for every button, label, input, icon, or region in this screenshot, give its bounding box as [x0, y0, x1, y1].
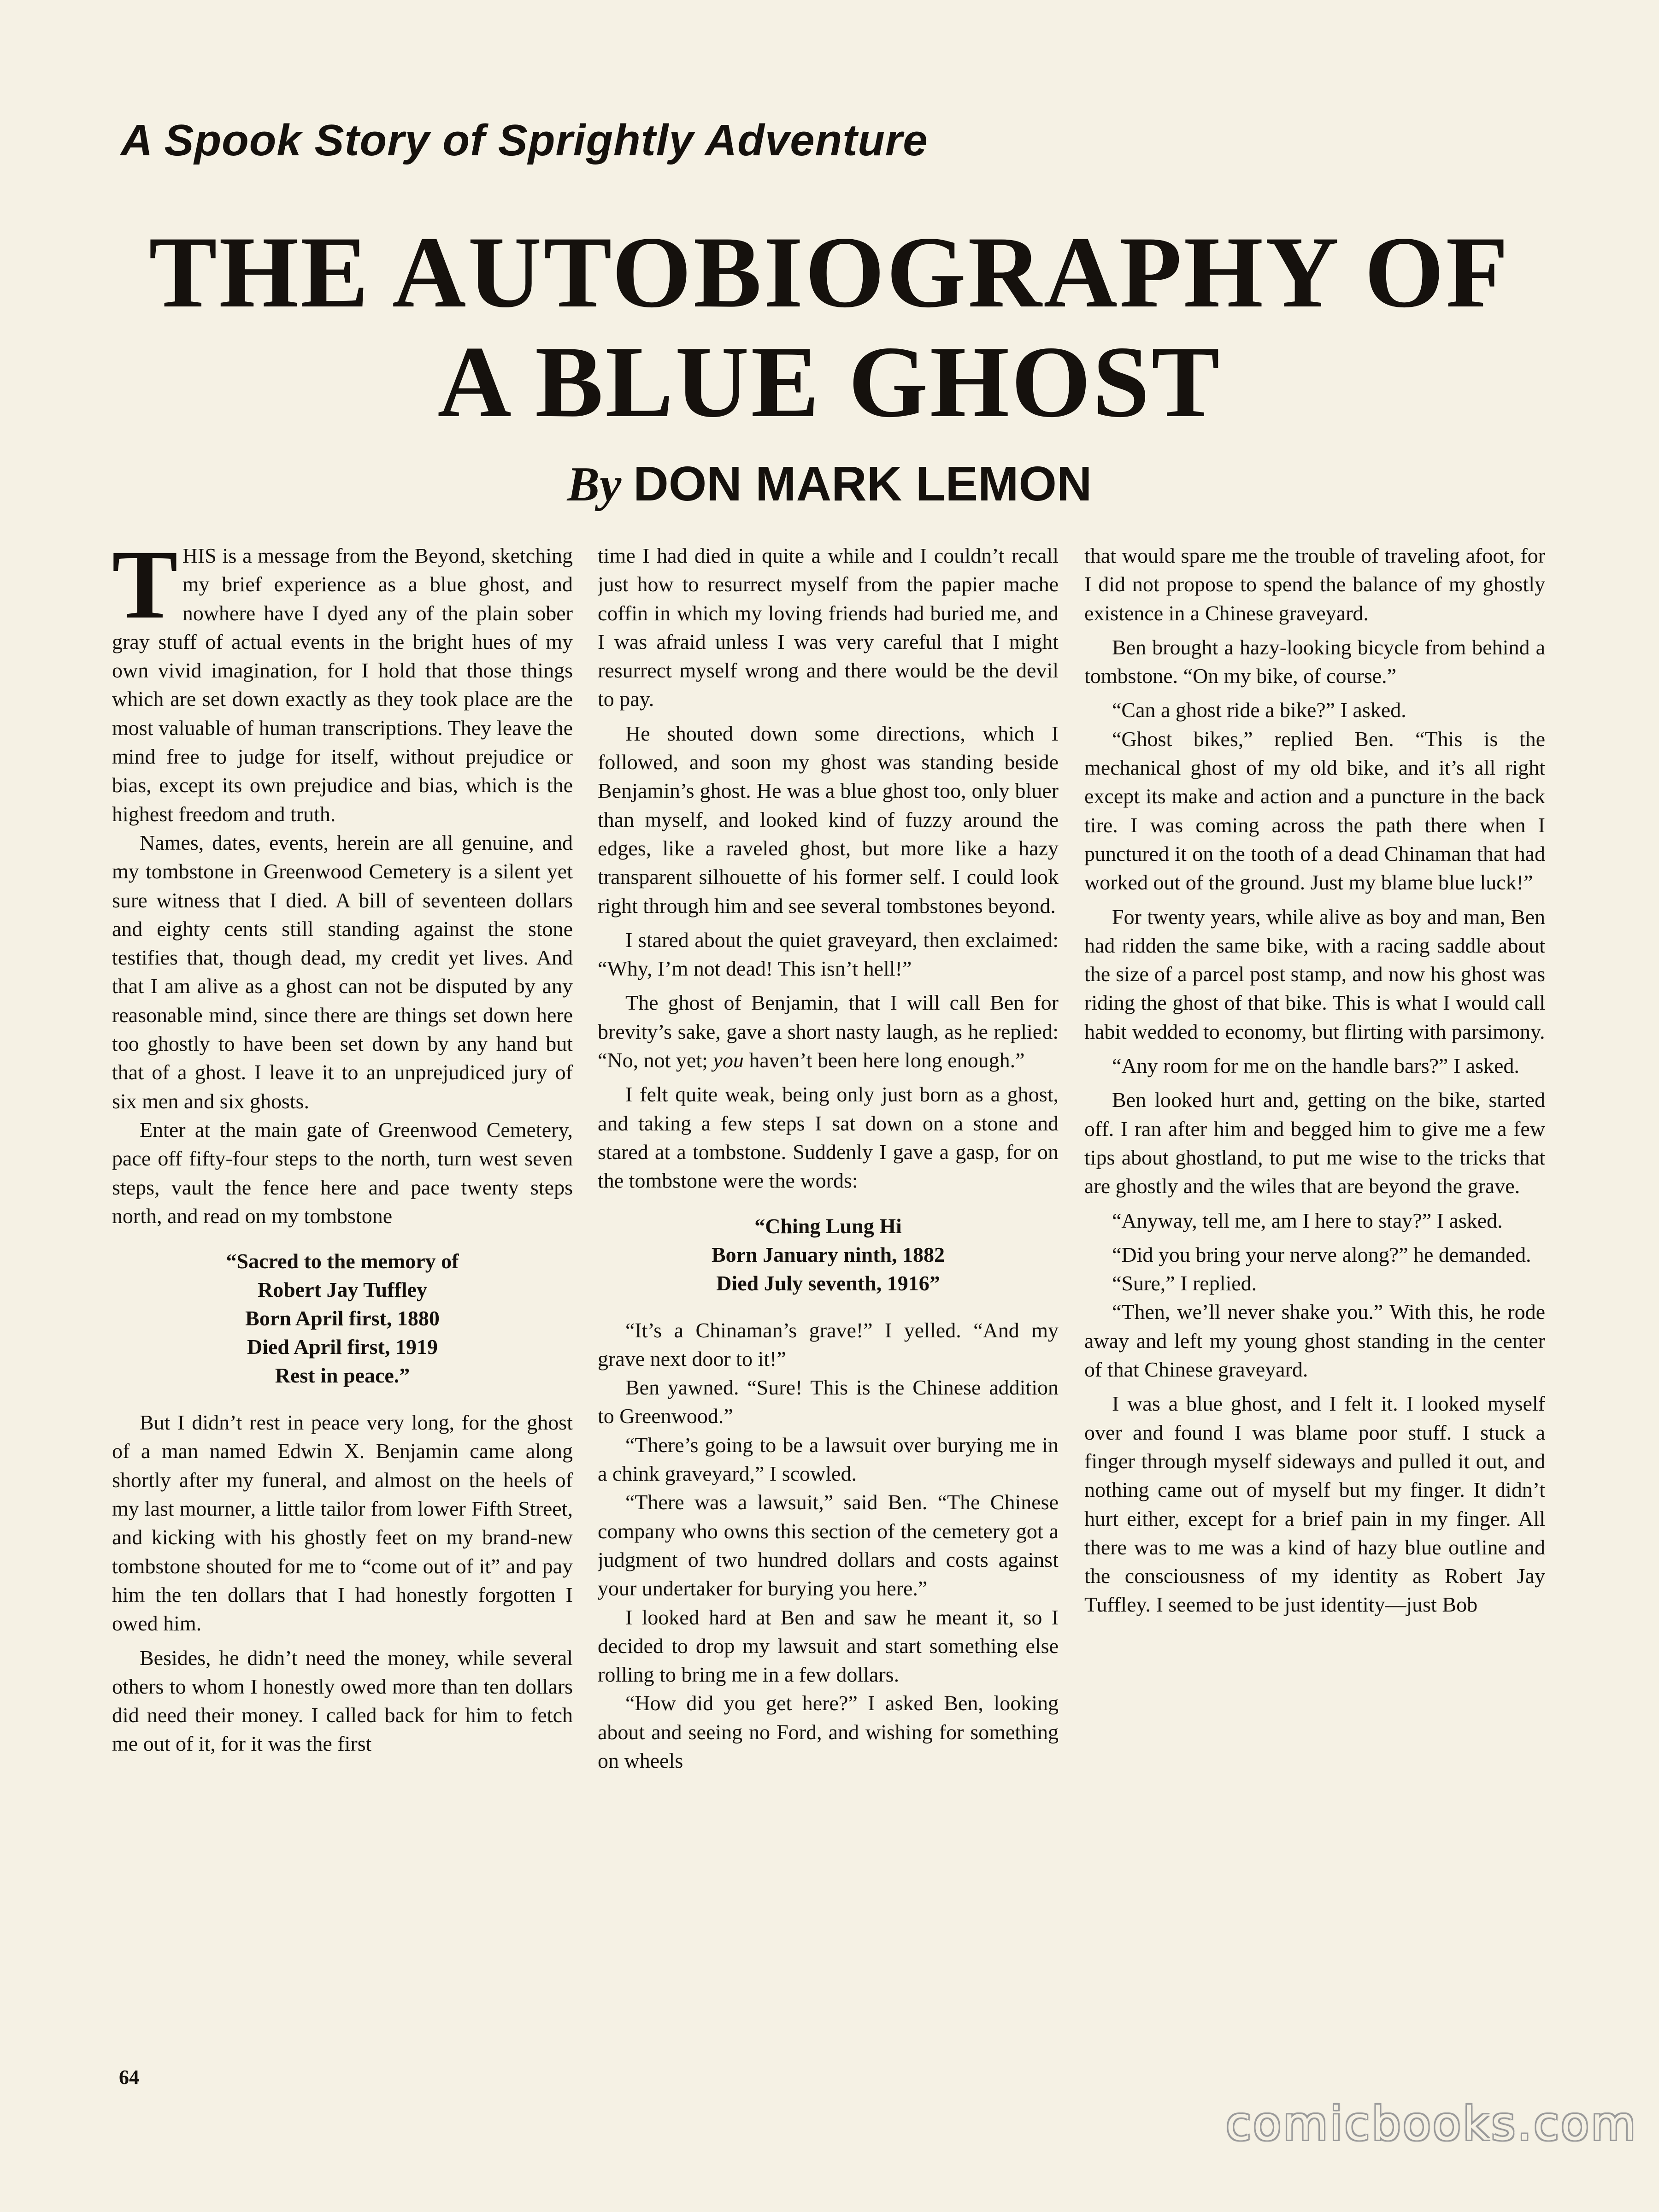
story-title-line-1: THE AUTOBIOGRAPHY OF — [148, 216, 1511, 329]
paragraph: “There was a lawsuit,” said Ben. “The Chinese company who owns this section of the cemetery got a judgment of two hundred dollars and costs against your undertaker for burying you here.” — [598, 1490, 1059, 1600]
paragraph-text: The ghost of Benjamin, that I will call Ben for brevity’s sake, gave a short nasty laugh, as he replied: “No, not yet; — [598, 991, 1059, 1072]
text-column-1 — [112, 541, 573, 2062]
paragraph: Names, dates, events, herein are all genuine, and my tombstone in Greenwood Cemetery is a silent yet sure witness that I died. A bill of seventeen dollars and eighty cents still standing against the stone testifies that, though dead, my credit yet lives. And that I am alive as a ghost can not be disputed by any reasonable mind, since there are things set down here too ghostly to have been set down by any hand but that of a ghost. I leave it to an unprejudiced jury of six men and six ghosts. — [112, 830, 573, 1113]
paragraph: Ben yawned. “Sure! This is the Chinese addition to Greenwood.” — [598, 1376, 1059, 1428]
inscription-line: Died July seventh, 1916” — [716, 1271, 940, 1295]
paragraph: I stared about the quiet graveyard, then exclaimed: “Why, I’m not dead! This isn’t hell!” — [598, 928, 1059, 981]
paragraph: But I didn’t rest in peace very long, for the ghost of a man named Edwin X. Benjamin came along shortly after my funeral, and almost on the heels of my last mourner, a little tailor from lower Fifth Street, and kicking with his ghostly feet on my brand-new tombstone shouted for me to “come out of it” and pay him the ten dollars that I had honestly forgotten I owed him. — [112, 1411, 573, 1635]
byline-prefix: By — [567, 457, 622, 511]
story-title-line-2: A BLUE GHOST — [437, 325, 1222, 439]
page-number: 64 — [119, 2066, 139, 2088]
paragraph: “Can a ghost ride a bike?” I asked. — [1112, 698, 1406, 722]
byline-author: DON MARK LEMON — [633, 457, 1092, 511]
paragraph: Besides, he didn’t need the money, while several others to whom I honestly owed more than ten dollars did need their money. I called back for him to fetch me out of it, for it was the first — [112, 1646, 573, 1756]
paragraph: “Then, we’ll never shake you.” With this, he rode away and left my young ghost standing in the center of that Chinese graveyard. — [1084, 1300, 1545, 1382]
paragraph: “Sure,” I replied. — [1112, 1271, 1257, 1295]
inscription-line: Robert Jay Tuffley — [258, 1278, 427, 1302]
paragraph — [112, 541, 573, 829]
inscription-line: Born January ninth, 1882 — [711, 1242, 945, 1266]
inscription-line: Born April first, 1880 — [245, 1306, 440, 1330]
paragraph: I was a blue ghost, and I felt it. I looked myself over and found I was blame poor stuff. I stuck a finger through myself sideways and pulled it out, and nothing came out of myself but my finger. It didn’t hurt either, except for a brief pain in my finger. All there was to me was a kind of hazy blue outline and the consciousness of my identity as Robert Jay Tuffley. I seemed to be just identity—just Bob — [1084, 1392, 1545, 1617]
paragraph: I looked hard at Ben and saw he meant it, so I decided to drop my lawsuit and start something else rolling to bring me in a few dollars. — [598, 1605, 1059, 1687]
inscription-line: “Ching Lung Hi — [754, 1214, 902, 1238]
paragraph — [598, 988, 1059, 1075]
text-column-3 — [1084, 541, 1545, 2062]
inscription-line: Rest in peace.” — [275, 1364, 410, 1388]
text-column-2 — [598, 541, 1059, 2062]
emphasis-word: you — [713, 1048, 744, 1072]
watermark: comicbooks.com — [1226, 2097, 1638, 2151]
tombstone-inscription — [112, 1247, 573, 1390]
paragraph: “Ghost bikes,” replied Ben. “This is the mechanical ghost of my old bike, and it’s all right except its make and action and a puncture in the back tire. I was coming across the path there when I punctured it on the tooth of a dead Chinaman that had worked out of the ground. Just my blame blue luck!” — [1084, 727, 1545, 894]
paragraph: Enter at the main gate of Greenwood Cemetery, pace off fifty-four steps to the north, turn west seven steps, vault the fence here and pace twenty steps north, and read on my tombstone — [112, 1118, 573, 1228]
inscription-line: Died April first, 1919 — [247, 1335, 438, 1359]
paragraph: “There’s going to be a lawsuit over burying me in a chink graveyard,” I scowled. — [598, 1433, 1059, 1486]
inscription-line: “Sacred to the memory of — [226, 1249, 459, 1273]
paragraph: “Did you bring your nerve along?” he demanded. — [1112, 1242, 1531, 1266]
paragraph: “Anyway, tell me, am I here to stay?” I asked. — [1112, 1208, 1503, 1232]
paragraph: Ben brought a hazy-looking bicycle from behind a tombstone. “On my bike, of course.” — [1084, 635, 1545, 688]
paragraph-text: haven’t been here long enough.” — [749, 1048, 1025, 1072]
paragraph: Ben looked hurt and, getting on the bike, started off. I ran after him and begged him to give me a few tips about ghostland, to put me wise to the tricks that are ghostly and the wiles that are beyond the grave. — [1084, 1088, 1545, 1198]
kicker-headline: A Spook Story of Sprightly Adventure — [121, 116, 928, 165]
paragraph: “How did you get here?” I asked Ben, looking about and seeing no Ford, and wishing for something on wheels — [598, 1691, 1059, 1772]
tombstone-inscription — [598, 1212, 1059, 1298]
paragraph-text: HIS is a message from the Beyond, sketching my brief experience as a blue ghost, and nowhere have I dyed any of the plain sober gray stuff of actual events in the bright hues of my own vivid imagination, for I hold that those things which are set down exactly as they took place are the most valuable of human transcriptions. They leave the mind free to judge for itself, without prejudice or bias, except its own prejudice and bias, which is the highest freedom and truth. — [112, 544, 573, 826]
paragraph: that would spare me the trouble of traveling afoot, for I did not propose to spend the balance of my ghostly existence in a Chinese graveyard. — [1084, 544, 1545, 625]
paragraph: “Any room for me on the handle bars?” I asked. — [1112, 1054, 1519, 1078]
byline — [0, 456, 1659, 512]
paragraph: I felt quite weak, being only just born as a ghost, and taking a few steps I sat down on a stone and stared at a tombstone. Suddenly I gave a gasp, for on the tombstone were the words: — [598, 1082, 1059, 1193]
paragraph: time I had died in quite a while and I couldn’t recall just how to resurrect myself from the papier mache coffin in which my loving friends had buried me, and I was afraid unless I was very careful that I might resurrect myself wrong and there would be the devil to pay. — [598, 544, 1059, 711]
paragraph: He shouted down some directions, which I followed, and soon my ghost was standing beside Benjamin’s ghost. He was a blue ghost too, only bluer than myself, and looked kind of fuzzy around the edges, like a raveled ghost, but more like a hazy transparent silhouette of his former self. I could look right through him and see several tombstones beyond. — [598, 721, 1059, 918]
drop-cap: T — [112, 541, 178, 639]
paragraph: “It’s a Chinaman’s grave!” I yelled. “And my grave next door to it!” — [598, 1318, 1059, 1371]
paragraph: For twenty years, while alive as boy and man, Ben had ridden the same bike, with a racing saddle about the size of a parcel post stamp, and now his ghost was riding the ghost of that bike. This is what I would call habit wedded to economy, but flirting with parsimony. — [1084, 905, 1545, 1043]
